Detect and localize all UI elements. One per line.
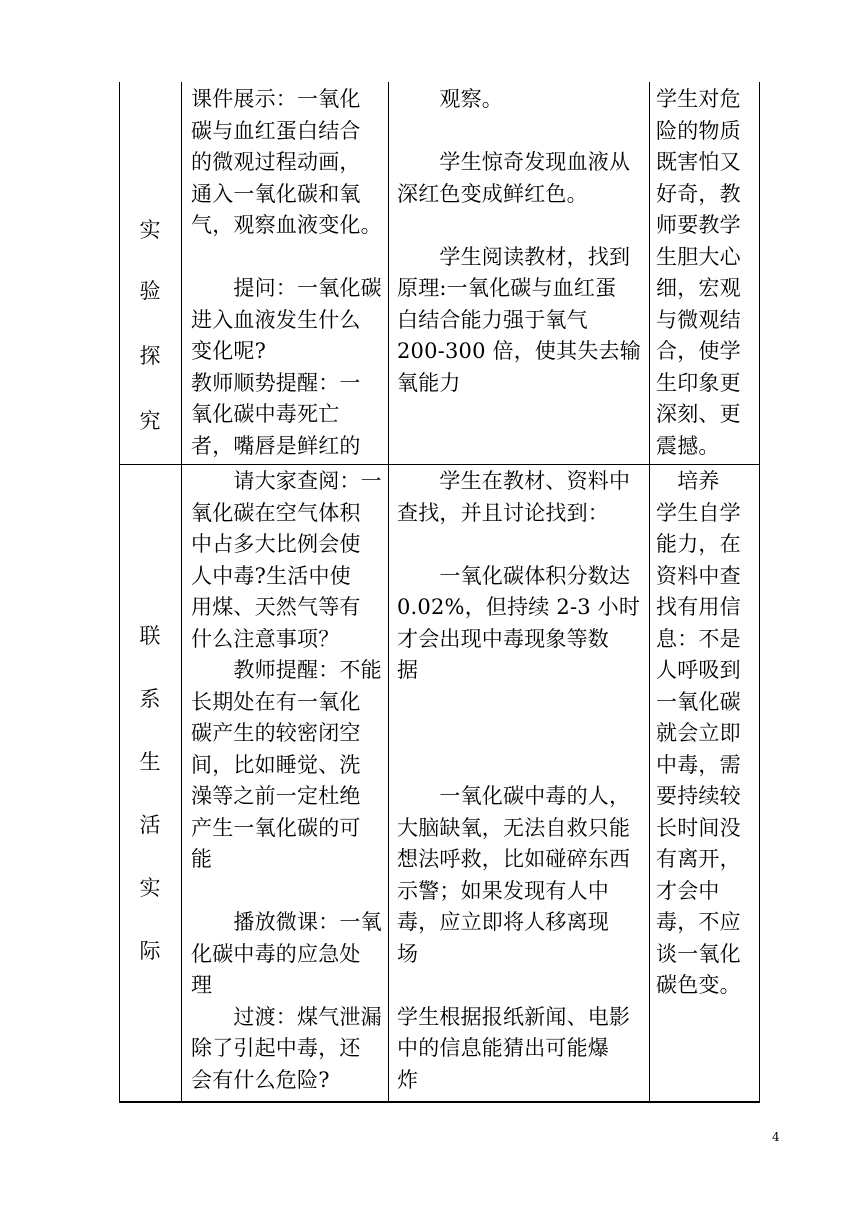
text-line: 产生一氧化碳的可 [191, 815, 361, 840]
text-line: 澡等之前一定杜绝 [191, 784, 361, 808]
table-border-left [119, 82, 120, 1103]
teacher-activity-cell [191, 466, 387, 1096]
text-line: 想法呼救，比如碰碎东西 [397, 847, 631, 871]
text-line: 教师顺势提醒：一 [191, 370, 361, 395]
text-line: 谈一氧化 [656, 941, 741, 966]
text-line: 碳色变。 [656, 973, 741, 997]
text-line: 白结合能力强于氧气 [397, 307, 588, 332]
text-line: 人中毒?生活中使 [191, 563, 351, 588]
text-line: 化碳中毒的应急处 [191, 941, 361, 966]
text-line: 学生对危 [656, 87, 741, 111]
text-line: 毒，不应 [656, 910, 741, 934]
column-divider [649, 82, 650, 1103]
text-line: 能力，在 [656, 532, 741, 556]
text-line: 一氧化碳 [656, 689, 741, 714]
teacher-activity-cell [191, 84, 387, 462]
lesson-table [119, 82, 760, 1103]
text-line: 用煤、天然气等有 [191, 595, 361, 619]
text-line: 中的信息能猜出可能爆 [397, 1036, 609, 1060]
text-line: 才会中 [656, 878, 720, 903]
text-line: 生印象更 [656, 370, 741, 395]
row-label-char: 生 [139, 750, 161, 774]
text-line [397, 210, 647, 242]
text-line: 培养 [656, 469, 720, 493]
text-line: 毒，应立即将人移离现 [397, 910, 609, 934]
text-line: 深红色变成鲜红色。 [397, 181, 588, 206]
text-line: 好奇，教 [656, 181, 741, 206]
text-line [397, 116, 647, 148]
row-label-char: 际 [139, 939, 161, 963]
student-activity-cell [397, 84, 647, 399]
design-intent-cell [656, 84, 756, 462]
text-line: 教师提醒：不能 [191, 658, 382, 682]
text-line: 理 [191, 973, 213, 997]
text-line: 学生在教材、资料中 [397, 469, 631, 493]
table-border-right [759, 82, 760, 1103]
column-divider [388, 82, 389, 1103]
row-divider [119, 464, 760, 465]
text-line: 找有用信 [656, 595, 741, 619]
text-line: 观察。 [397, 87, 503, 111]
text-line [397, 687, 647, 719]
text-line: 就会立即 [656, 721, 741, 745]
text-line: 什么注意事项？ [191, 626, 340, 651]
text-line: 炸 [397, 1067, 419, 1092]
text-line: 氧能力 [397, 370, 461, 395]
text-line: 人呼吸到 [656, 658, 741, 682]
text-line: 课件展示：一氧化 [191, 87, 361, 111]
text-line: 中毒，需 [656, 752, 741, 777]
text-line: 能 [191, 847, 213, 871]
text-line: 氧化碳中毒死亡 [191, 402, 340, 426]
text-line: 长期处在有一氧化 [191, 689, 361, 714]
text-line [397, 529, 647, 561]
text-line: 示警；如果发现有人中 [397, 878, 609, 903]
text-line: 提问：一氧化碳 [191, 276, 382, 300]
text-line: 者，嘴唇是鲜红的 [191, 433, 361, 458]
text-line: 查找，并且讨论找到： [397, 500, 609, 525]
row-label-char: 验 [139, 279, 161, 303]
text-line: 师要教学 [656, 213, 741, 237]
row-label-char: 究 [139, 409, 161, 433]
text-line: 资料中查 [656, 563, 741, 588]
text-line: 进入血液发生什么 [191, 307, 361, 332]
text-line [191, 876, 387, 908]
text-line: 变化呢? [191, 339, 267, 363]
text-line: 细，宏观 [656, 276, 741, 300]
text-line: 通入一氧化碳和氧 [191, 181, 361, 206]
text-line: 学生阅读教材，找到 [397, 244, 631, 269]
page-number: 4 [772, 1130, 780, 1144]
text-line: 200-300 倍，使其失去输 [397, 339, 641, 363]
text-line: 学生根据报纸新闻、电影 [397, 1004, 631, 1029]
row-label-char: 探 [139, 344, 161, 368]
student-activity-cell [397, 466, 647, 1096]
row-label-char: 实 [139, 876, 161, 900]
text-line: 深刻、更 [656, 402, 741, 426]
text-line: 气，观察血液变化。 [191, 213, 382, 237]
design-intent-cell [656, 466, 756, 1002]
row-label-char: 联 [139, 624, 161, 648]
text-line: 息：不是 [656, 626, 741, 651]
text-line: 碳与血红蛋白结合 [191, 118, 361, 143]
text-line [397, 970, 647, 1002]
text-line: 生胆大心 [656, 244, 741, 269]
text-line: 有离开， [656, 847, 741, 871]
text-line: 大脑缺氧，无法自救只能 [397, 815, 631, 840]
text-line: 险的物质 [656, 118, 741, 143]
column-divider [181, 82, 182, 1103]
text-line: 原理:一氧化碳与血红蛋 [397, 276, 617, 300]
text-line: 长时间没 [656, 815, 741, 840]
text-line: 与微观结 [656, 307, 741, 332]
text-line: 学生惊奇发现血液从 [397, 150, 631, 174]
text-line: 震撼。 [656, 433, 720, 458]
text-line: 0.02%，但持续 2-3 小时 [397, 595, 641, 619]
text-line: 间，比如睡觉、洗 [191, 752, 361, 777]
text-line: 请大家查阅：一 [191, 469, 382, 493]
text-line: 的微观过程动画， [191, 150, 361, 174]
text-line: 会有什么危险? [191, 1067, 330, 1092]
row-label-char: 活 [139, 813, 161, 837]
text-line [397, 750, 647, 782]
row-label-char: 系 [139, 687, 161, 711]
text-line: 场 [397, 941, 419, 966]
text-line: 除了引起中毒，还 [191, 1036, 361, 1060]
row-label-char: 实 [139, 218, 161, 242]
text-line [397, 718, 647, 750]
text-line: 播放微课：一氧 [191, 910, 382, 934]
text-line: 过渡：煤气泄漏 [191, 1004, 382, 1029]
text-line: 中占多大比例会使 [191, 532, 361, 556]
text-line: 合，使学 [656, 339, 741, 363]
text-line: 要持续较 [656, 784, 741, 808]
text-line: 学生自学 [656, 500, 741, 525]
text-line: 一氧化碳体积分数达 [397, 563, 631, 588]
text-line: 一氧化碳中毒的人， [397, 784, 631, 808]
text-line: 氧化碳在空气体积 [191, 500, 361, 525]
text-line: 既害怕又 [656, 150, 741, 174]
text-line: 据 [397, 658, 419, 682]
table-border-bottom [119, 1101, 760, 1103]
text-line [191, 242, 387, 274]
text-line: 才会出现中毒现象等数 [397, 626, 609, 651]
text-line: 碳产生的较密闭空 [191, 721, 361, 745]
